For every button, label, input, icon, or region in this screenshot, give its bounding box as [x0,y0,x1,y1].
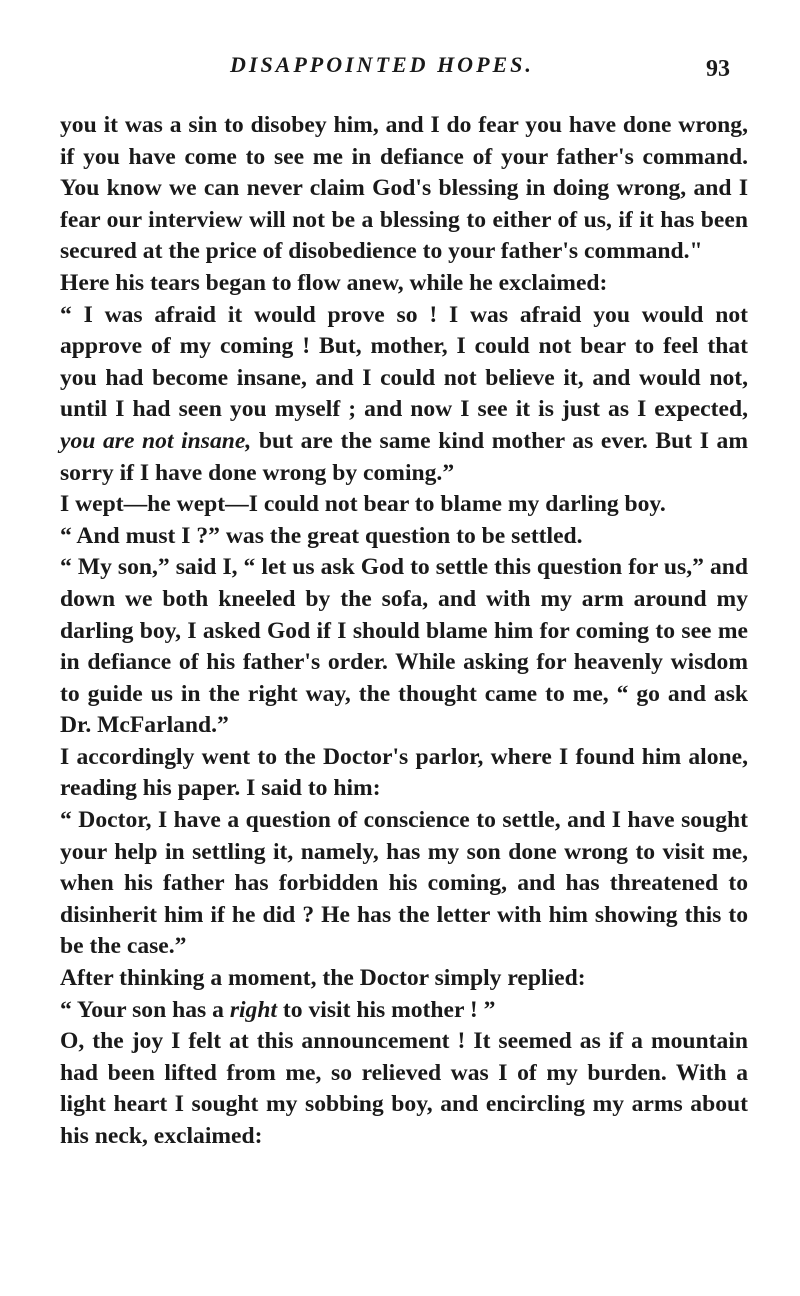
paragraph-6 [60,552,748,742]
italic-segment: you are not insane, [60,427,252,454]
text-segment: “ And must I ?” was the great question to be settled. [60,522,583,549]
text-segment: but are the same kind mother as ever. But I am sorry if I have done wrong by coming.” [60,427,748,486]
text-segment: you it was a sin to disobey him, and I do fear you have done wrong, if you have come to see me in defiance of your father's command. You know we can never claim God's blessing in doing wrong, and I fear our interview will not be a blessing to either of us, if it has been secured at the price of disobedience to your father's command." [60,112,748,265]
text-segment: “ Your son has a [60,996,230,1023]
paragraph-5 [60,521,748,553]
text-segment: Here his tears began to flow anew, while he exclaimed: [60,269,608,296]
text-segment: “ Doctor, I have a question of conscience to settle, and I have sought your help in settling it, namely, has my son done wrong to visit me, when his father has forbidden his coming, and has threatened to disinherit him if he did ? He has the letter with him showing this to be the case.” [60,807,748,960]
running-title: DISAPPOINTED HOPES. [230,52,534,77]
text-segment: I wept—he wept—I could not bear to blame my darling boy. [60,491,666,518]
text-segment: “ My son,” said I, “ let us ask God to settle this question for us,” and down we both kneeled by the sofa, and with my arm around my darling boy, I asked God if I should blame him for coming to see me in defiance of his father's order. While asking for heavenly wisdom to guide us in the right way, the thought came to me, “ go and ask Dr. McFarland.” [60,554,748,739]
text-segment: O, the joy I felt at this announcement ! It seemed as if a mountain had been lifted from me, so relieved was I of my burden. With a light heart I sought my sobbing boy, and encircling my arms about his neck, exclaimed: [60,1028,748,1149]
text-segment: After thinking a moment, the Doctor simply replied: [60,965,586,992]
text-segment: to visit his mother ! ” [277,996,496,1023]
paragraph-4 [60,489,748,521]
paragraph-1 [60,110,748,268]
paragraph-10 [60,995,748,1027]
italic-segment: right [229,996,278,1023]
paragraph-7 [60,742,748,805]
paragraph-11 [60,1026,748,1152]
text-segment: “ I was afraid it would prove so ! I was afraid you would not approve of my coming ! But, mother, I could not bear to feel that you had become insane, and I could not believe it, and would not, until I had seen you myself ; and now I see it is just as I expected, [60,301,748,423]
text-segment: I accordingly went to the Doctor's parlor, where I found him alone, reading his paper. I said to him: [60,743,748,802]
paragraph-8 [60,805,748,963]
paragraph-9 [60,963,748,995]
body-text [60,110,748,1153]
page-number: 93 [706,56,730,82]
paragraph-3 [60,300,748,490]
paragraph-2 [60,268,748,300]
